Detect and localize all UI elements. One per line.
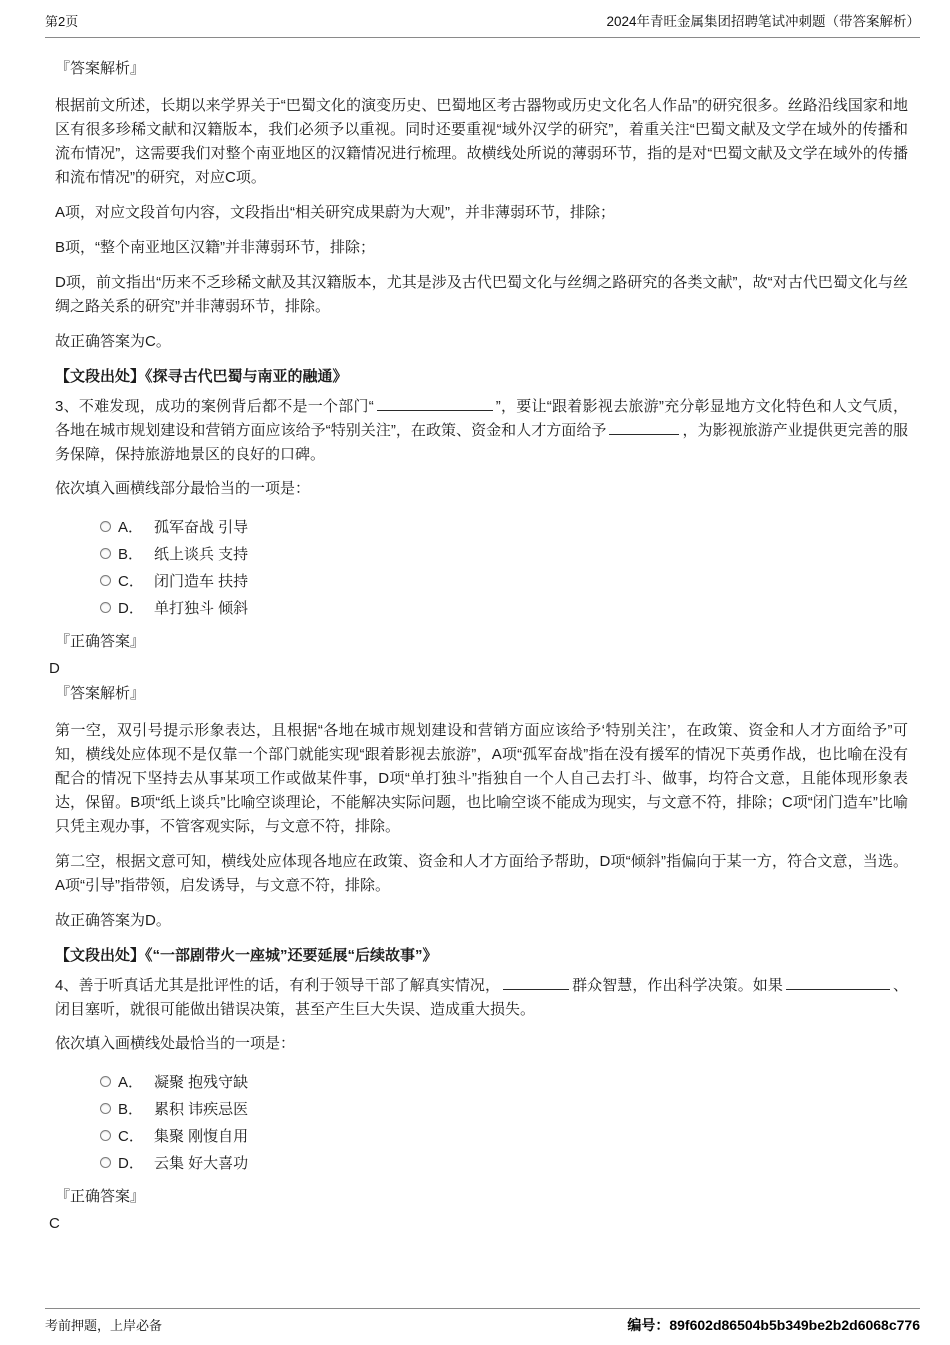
question-3-options [100, 513, 908, 621]
radio-button[interactable] [100, 1076, 111, 1087]
option-letter: C． [118, 1128, 144, 1145]
page-footer [45, 1308, 920, 1335]
option-text: 孤军奋战 引导 [154, 519, 249, 536]
footer-slogan: 考前押题，上岸必备 [45, 1318, 163, 1333]
option-letter: C． [118, 573, 144, 590]
doc-title: 2024年青旺金属集团招聘笔试冲刺题（带答案解析） [606, 14, 920, 29]
analysis-label-q3: 『答案解析』 [55, 685, 146, 702]
option-text: 纸上谈兵 支持 [154, 546, 249, 563]
analysis-label-q2: 『答案解析』 [55, 60, 146, 77]
radio-button[interactable] [100, 1157, 111, 1168]
correct-answer-q4: C [49, 1215, 60, 1232]
analysis-paragraph: 根据前文所述，长期以来学界关于“巴蜀文化的演变历史、巴蜀地区考古器物或历史文化名人作品”的研究很多。丝路沿线国家和地区有很多珍稀文献和汉籍版本，我们必须予以重视。同时还要重视“域外汉学的研究”，着重关注“巴蜀文献及文学在域外的传播和流布情况”，这需要我们对整个南亚地区的汉籍情况进行梳理。故横线处所说的薄弱环节，指的是对“巴蜀文献及文学在域外的传播和流布情况”的研究，对应C项。 [55, 97, 908, 186]
q3-option-c[interactable] [100, 567, 908, 594]
serial-label: 编号： [627, 1317, 670, 1333]
radio-button[interactable] [100, 575, 111, 586]
analysis-paragraph: B项，“整个南亚地区汉籍”并非薄弱环节，排除； [55, 239, 375, 256]
blank-underline [786, 976, 890, 990]
q4-option-a[interactable] [100, 1068, 908, 1095]
q4-stem-part1: 4、善于听真话尤其是批评性的话，有利于领导干部了解真实情况， [55, 977, 501, 994]
conclusion-q3: 故正确答案为D。 [55, 912, 171, 929]
option-letter: B． [118, 546, 144, 563]
option-text: 闭门造车 扶持 [154, 573, 249, 590]
q3-option-b[interactable] [100, 540, 908, 567]
correct-answer-q3: D [49, 660, 60, 677]
conclusion-q2: 故正确答案为C。 [55, 333, 171, 350]
option-text: 集聚 刚愎自用 [154, 1128, 249, 1145]
q4-stem-part2: 群众智慧，作出科学决策。如果 [572, 977, 783, 994]
analysis-paragraph: D项，前文指出“历来不乏珍稀文献及其汉籍版本，尤其是涉及古代巴蜀文化与丝绸之路研究的各类文献”，故“对古代巴蜀文化与丝绸之路关系的研究”并非薄弱环节，排除。 [55, 274, 908, 315]
question-4-instruction: 依次填入画横线处最恰当的一项是： [55, 1035, 296, 1052]
serial-value: 89f602d86504b5b349be2b2d6068c776 [669, 1317, 920, 1333]
q4-stem-part3: 、闭目塞听，就很可能做出错误决策，甚至产生巨大失误、造成重大损失。 [55, 977, 908, 1018]
page-header [45, 10, 920, 38]
source-reference-q2: 【文段出处】《探寻古代巴蜀与南亚的融通》 [55, 368, 348, 385]
option-letter: D． [118, 600, 144, 617]
q3-stem-part3: ，为影视旅游产业提供更完善的服务保障，保持旅游地景区的良好的口碑。 [55, 422, 908, 463]
blank-underline [609, 421, 679, 435]
radio-button[interactable] [100, 1103, 111, 1114]
radio-button[interactable] [100, 1130, 111, 1141]
option-letter: A． [118, 1074, 144, 1091]
q3-option-a[interactable] [100, 513, 908, 540]
q3-stem-part2: ”，要让“跟着影视去旅游”充分彰显地方文化特色和人文气质，各地在城市规划建设和营销方面应该给予“特别关注”，在政策、资金和人才方面给予 [55, 398, 908, 439]
option-letter: D． [118, 1155, 144, 1172]
radio-button[interactable] [100, 548, 111, 559]
q4-option-d[interactable] [100, 1149, 908, 1176]
page-number: 第2页 [45, 14, 79, 29]
option-letter: B． [118, 1101, 144, 1118]
correct-answer-label-q4: 『正确答案』 [55, 1188, 146, 1205]
document-serial [627, 1315, 920, 1335]
option-text: 单打独斗 倾斜 [154, 600, 249, 617]
q3-option-d[interactable] [100, 594, 908, 621]
radio-button[interactable] [100, 521, 111, 532]
option-letter: A． [118, 519, 144, 536]
q4-option-c[interactable] [100, 1122, 908, 1149]
option-text: 云集 好大喜功 [154, 1155, 249, 1172]
page-content [49, 58, 908, 1234]
question-4-options [100, 1068, 908, 1176]
q4-option-b[interactable] [100, 1095, 908, 1122]
analysis-paragraph: 第一空，双引号提示形象表达，且根据“各地在城市规划建设和营销方面应该给予‘特别关注’，在政策、资金和人才方面给予”可知，横线处应体现不是仅靠一个部门就能实现“跟着影视去旅游”，A项“孤军奋战”指在没有援军的情况下英勇作战，也比喻在没有配合的情况下坚持去从事某项工作或做某件事，D项“单打独斗”指独自一个人自己去打斗、做事，均符合文意，且能体现形象表达，保留。B项“纸上谈兵”比喻空谈理论，不能解决实际问题，也比喻空谈不能成为现实，与文意不符，排除；C项“闭门造车”比喻只凭主观办事，不管客观实际，与文意不符，排除。 [55, 722, 908, 835]
blank-underline [503, 976, 569, 990]
question-4-stem [55, 974, 908, 1022]
question-3-instruction: 依次填入画横线部分最恰当的一项是： [55, 480, 311, 497]
option-text: 凝聚 抱残守缺 [154, 1074, 249, 1091]
blank-underline [377, 397, 493, 411]
analysis-paragraph: A项，对应文段首句内容，文段指出“相关研究成果蔚为大观”，并非薄弱环节，排除； [55, 204, 615, 221]
analysis-paragraph: 第二空，根据文意可知，横线处应体现各地应在政策、资金和人才方面给予帮助，D项“倾斜”指偏向于某一方，符合文意，当选。A项“引导”指带领，启发诱导，与文意不符，排除。 [55, 853, 908, 894]
question-3-stem [55, 395, 908, 467]
q3-stem-part1: 3、不难发现，成功的案例背后都不是一个部门“ [55, 398, 374, 415]
source-reference-q3: 【文段出处】《“一部剧带火一座城”还要延展“后续故事”》 [55, 947, 438, 964]
option-text: 累积 讳疾忌医 [154, 1101, 249, 1118]
radio-button[interactable] [100, 602, 111, 613]
correct-answer-label-q3: 『正确答案』 [55, 633, 146, 650]
